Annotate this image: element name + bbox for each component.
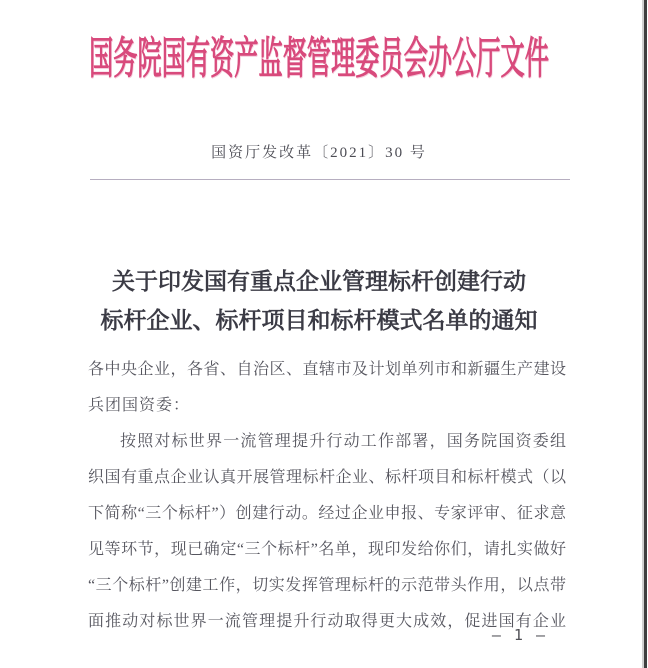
paragraph-line: 织国有重点企业认真开展管理标杆企业、标杆项目和标杆模式（以: [88, 469, 566, 486]
paragraph-line: 面推动对标世界一流管理提升行动取得更大成效，促进国有企业: [88, 613, 566, 630]
page-number: — 1 —: [491, 626, 547, 644]
scan-edge-dark: [644, 0, 647, 668]
paragraph-line: 下简称“三个标杆”）创建行动。经过企业申报、专家评审、征求意: [88, 505, 566, 522]
document-title: [0, 262, 638, 340]
paragraph-line: 见等环节，现已确定“三个标杆”名单，现印发给你们，请扎实做好: [88, 541, 566, 558]
doc-number: 国资厅发改革〔2021〕30 号: [211, 145, 427, 161]
letterhead: [0, 22, 638, 86]
paragraph-line: 按照对标世界一流管理提升行动工作部署，国务院国资委组: [120, 433, 566, 450]
letterhead-title: 国务院国有资产监督管理委员会办公厅文件: [89, 34, 549, 83]
paragraph-line: “三个标杆”创建工作，切实发挥管理标杆的示范带头作用，以点带: [88, 577, 566, 594]
salutation-line: 各中央企业，各省、自治区、直辖市及计划单列市和新疆生产建设: [88, 361, 566, 378]
salutation-line: 兵团国资委：: [88, 397, 191, 414]
document-title-line-1: 关于印发国有重点企业管理标杆创建行动: [112, 269, 526, 294]
header-divider-line: [90, 179, 570, 180]
document-body: [88, 352, 566, 640]
document-title-line-2: 标杆企业、标杆项目和标杆模式名单的通知: [100, 308, 538, 333]
